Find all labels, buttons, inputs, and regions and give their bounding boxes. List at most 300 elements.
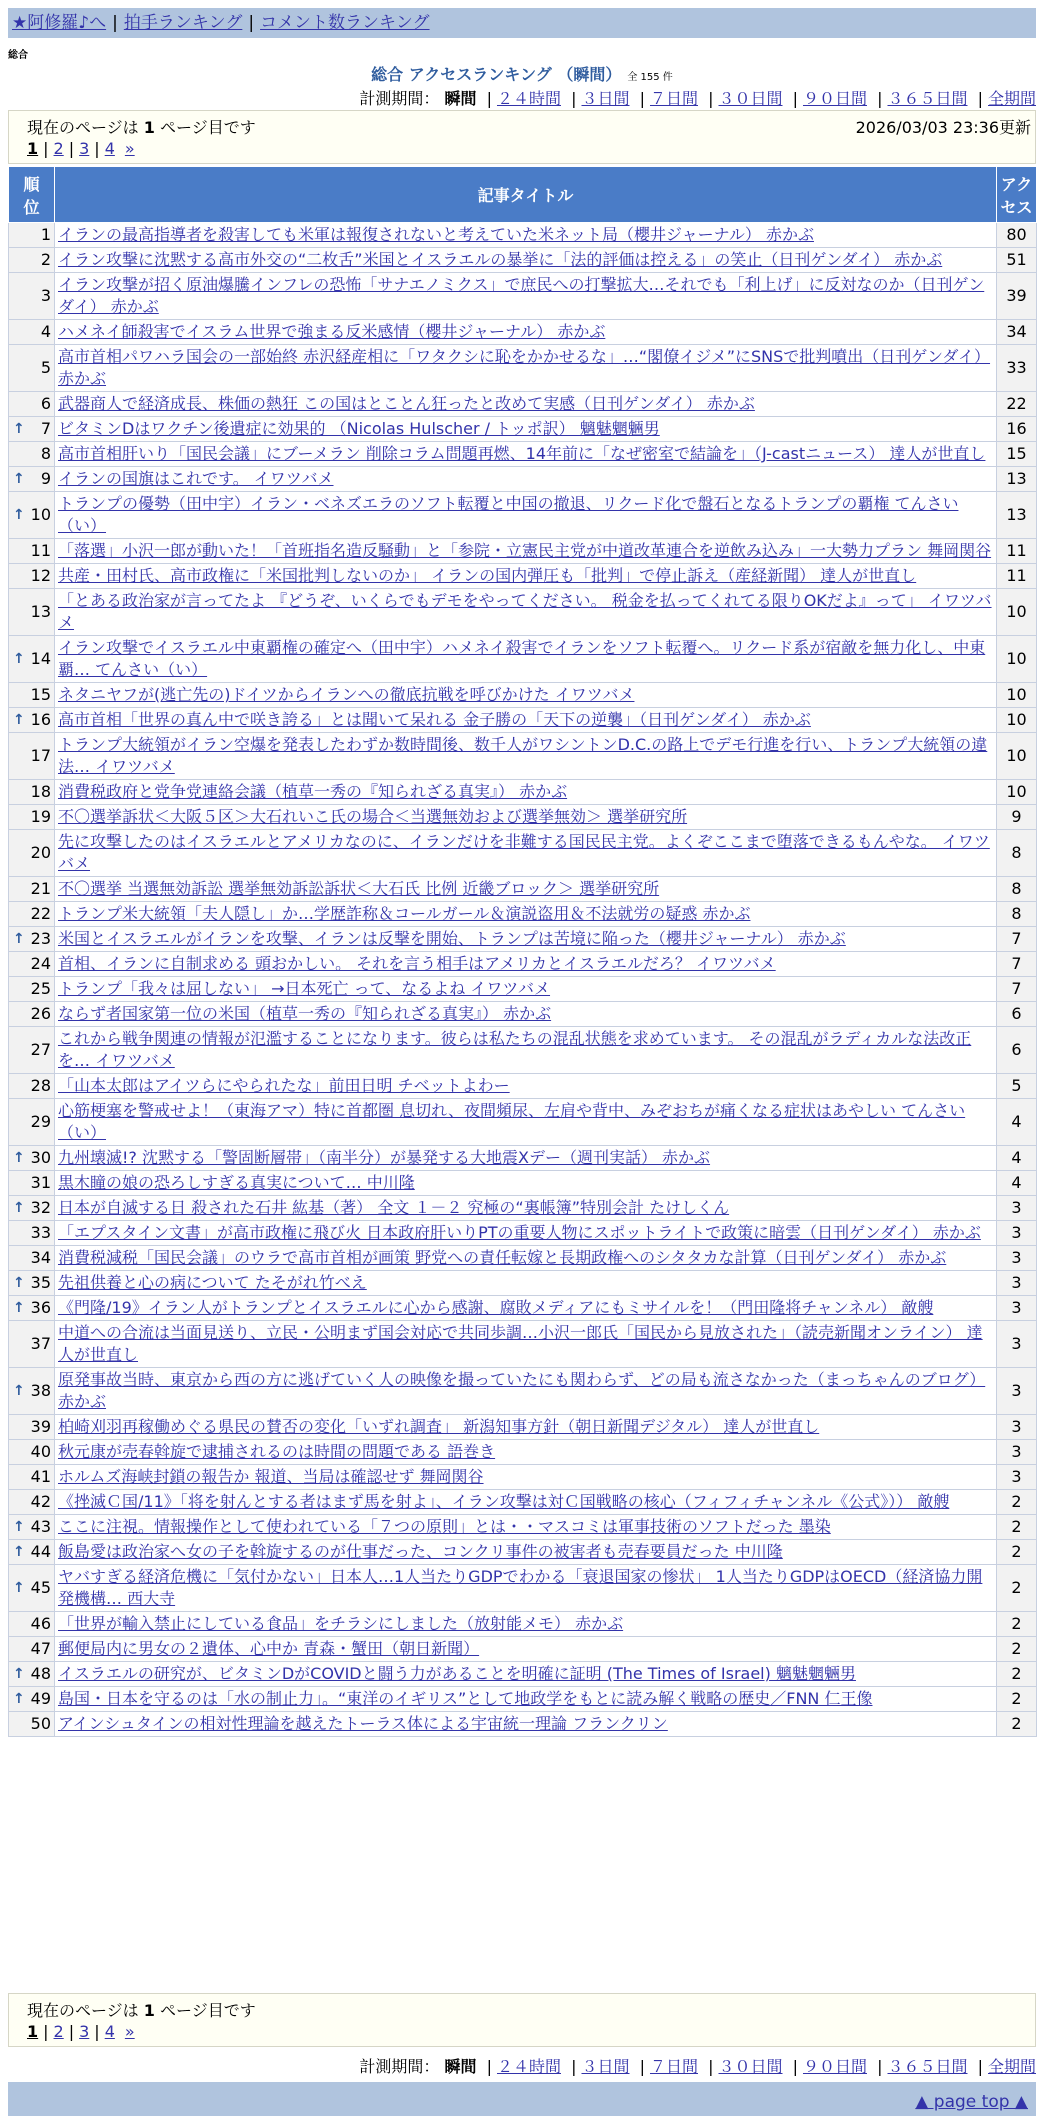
- rank-cell: [9, 1368, 55, 1415]
- title-cell: [55, 1637, 997, 1662]
- article-title-link[interactable]: ネタニヤフが(逃亡先の)ドイツからイランへの徹底抗戦を呼びかけた イワツバメ: [58, 685, 635, 704]
- table-row: [9, 417, 1037, 442]
- access-count: 6: [997, 1002, 1037, 1027]
- title-cell: [55, 345, 997, 392]
- access-count: 3: [997, 1221, 1037, 1246]
- period-separator: |: [977, 89, 983, 108]
- access-count: 4: [997, 1146, 1037, 1171]
- period-separator: |: [639, 89, 645, 108]
- article-title-link[interactable]: 「エプスタイン文書」が高市政権に飛び火 日本政府肝いりPTの重要人物にスポットライトで政策に暗雲（日刊ゲンダイ） 赤かぶ: [58, 1223, 981, 1242]
- top-nav-bar: [8, 8, 1036, 38]
- nav-link-asyura[interactable]: ★阿修羅♪へ: [12, 13, 107, 33]
- rank-number: 35: [30, 1273, 51, 1292]
- table-row: [9, 1027, 1037, 1074]
- table-row: [9, 830, 1037, 877]
- rank-cell: [9, 320, 55, 345]
- rank-up-icon: ↑: [13, 1383, 25, 1399]
- page-next[interactable]: »: [124, 2022, 135, 2041]
- rank-cell: [9, 1074, 55, 1099]
- access-count: 2: [997, 1687, 1037, 1712]
- title-cell: [55, 805, 997, 830]
- table-row: [9, 248, 1037, 273]
- article-title-link[interactable]: 消費税減税「国民会議」のウラで高市首相が画策 野党への責任転嫁と長期政権へのシタタカな計算（日刊ゲンダイ） 赤かぶ: [58, 1248, 947, 1267]
- page-separator: |: [68, 2022, 75, 2041]
- rank-cell: [9, 830, 55, 877]
- article-title-link[interactable]: 飯島愛は政治家へ女の子を斡旋するのが仕事だった、コンクリ事件の被害者も売春要員だった 中川隆: [58, 1542, 783, 1561]
- article-title-link[interactable]: ハメネイ師殺害でイスラム世界で強まる反米感情（櫻井ジャーナル） 赤かぶ: [58, 322, 606, 341]
- title-cell: [55, 1368, 997, 1415]
- rank-cell: [9, 248, 55, 273]
- total-count: 全 155 件: [627, 72, 673, 83]
- rank-number: 43: [30, 1517, 51, 1536]
- title-cell: [55, 636, 997, 683]
- table-row: [9, 1002, 1037, 1027]
- current-page-suffix: ページ目です: [160, 2001, 256, 2020]
- rank-up-icon: ↑: [13, 1150, 25, 1166]
- title-cell: [55, 977, 997, 1002]
- nav-separator: |: [248, 13, 255, 33]
- rank-cell: [9, 805, 55, 830]
- period-link-30d[interactable]: ３０日間: [718, 2057, 783, 2076]
- period-label: 計測期間：: [359, 89, 440, 108]
- article-title-link[interactable]: 高市首相パワハラ国会の一部始終 赤沢経産相に「ワタクシに恥をかかせるな」…“閣僚イジメ”にSNSで批判噴出（日刊ゲンダイ） 赤かぶ: [58, 347, 991, 388]
- current-page-text: [27, 115, 256, 138]
- article-title-link[interactable]: 九州壊滅!? 沈黙する「警固断層帯」（南半分）が暴発する大地震Xデー（週刊実話） 赤かぶ: [58, 1148, 711, 1167]
- rank-number: 6: [40, 394, 51, 413]
- nav-link-applause-ranking[interactable]: 拍手ランキング: [123, 13, 243, 33]
- page-links: [27, 139, 135, 158]
- title-cell: [55, 1321, 997, 1368]
- access-count: 3: [997, 1246, 1037, 1271]
- period-current: 瞬間: [444, 89, 477, 108]
- title-cell: [55, 392, 997, 417]
- rank-cell: [9, 1612, 55, 1637]
- article-title-link[interactable]: イランの最高指導者を殺害しても米軍は報復されないと考えていた米ネット局（櫻井ジャーナル） 赤かぶ: [58, 225, 814, 244]
- nav-link-comment-ranking[interactable]: コメント数ランキング: [260, 13, 430, 33]
- article-title-link[interactable]: 原発事故当時、東京から西の方に逃げていく人の映像を撮っていたにも関わらず、どの局も流さなかった（まっちゃんのブログ） 赤かぶ: [58, 1370, 986, 1411]
- rank-up-icon: ↑: [13, 651, 25, 667]
- period-separator: |: [639, 2057, 645, 2076]
- rank-cell: [9, 539, 55, 564]
- period-separator: |: [571, 89, 577, 108]
- page-link-3[interactable]: 3: [79, 2022, 90, 2041]
- header-rank: 順位: [9, 167, 55, 223]
- rank-number: 19: [30, 807, 51, 826]
- table-row: [9, 320, 1037, 345]
- article-title-link[interactable]: ここに注視。情報操作として使われている「７つの原則」とは・・マスコミは軍事技術のソフトだった 墨染: [58, 1517, 831, 1536]
- rank-cell: [9, 902, 55, 927]
- rank-cell: [9, 442, 55, 467]
- article-title-link[interactable]: 消費税政府と党争党連絡会議（植草一秀の『知られざる真実』） 赤かぶ: [58, 782, 568, 801]
- rank-cell: [9, 345, 55, 392]
- period-separator: |: [571, 2057, 577, 2076]
- access-count: 3: [997, 1368, 1037, 1415]
- article-title-link[interactable]: 「とある政治家が言ってたよ 『どうぞ、いくらでもデモをやってください。 税金を払ってくれてる限りOKだよ』って」 イワツバメ: [58, 591, 992, 632]
- table-row: [9, 539, 1037, 564]
- rank-number: 23: [30, 929, 51, 948]
- access-count: 10: [997, 683, 1037, 708]
- period-link-all[interactable]: 全期間: [987, 2057, 1036, 2076]
- rank-number: 40: [30, 1442, 51, 1461]
- article-title-link[interactable]: トランプ大統領がイラン空爆を発表したわずか数時間後、数千人がワシントンD.C.の路上でデモ行進を行い、トランプ大統領の違法… イワツバメ: [58, 735, 988, 776]
- title-cell: [55, 877, 997, 902]
- rank-cell: [9, 392, 55, 417]
- period-separator: |: [977, 2057, 983, 2076]
- title-cell: [55, 1196, 997, 1221]
- title-cell: [55, 1415, 997, 1440]
- page-link-4[interactable]: 4: [104, 139, 115, 158]
- page-next[interactable]: »: [124, 139, 135, 158]
- rank-number: 48: [30, 1664, 51, 1683]
- rank-cell: [9, 1662, 55, 1687]
- access-count: 15: [997, 442, 1037, 467]
- article-title-link[interactable]: 日本が自滅する日 殺された石井 紘基（著） 全文 １－２ 究極の“裏帳簿”特別会計 たけしくん: [58, 1198, 730, 1217]
- table-row: [9, 589, 1037, 636]
- nav-separator: |: [112, 13, 118, 33]
- period-selector-bottom: [359, 2054, 1036, 2077]
- article-title-link[interactable]: アインシュタインの相対性理論を越えたトーラス体による宇宙統一理論 フランクリン: [58, 1714, 668, 1733]
- rank-cell: [9, 1565, 55, 1612]
- article-title-link[interactable]: ならず者国家第一位の米国（植草一秀の『知られざる真実』） 赤かぶ: [58, 1004, 552, 1023]
- rank-cell: [9, 417, 55, 442]
- rank-number: 13: [30, 602, 51, 621]
- access-count: 2: [997, 1712, 1037, 1737]
- footer-bar: [8, 2082, 1036, 2116]
- rank-up-icon: ↑: [13, 1666, 25, 1682]
- rank-up-icon: ↑: [13, 1300, 25, 1316]
- page-separator: |: [94, 2022, 100, 2041]
- rank-number: 5: [40, 358, 51, 377]
- rank-number: 49: [30, 1689, 51, 1708]
- title-cell: [55, 952, 997, 977]
- page-link-4[interactable]: 4: [104, 2022, 115, 2041]
- table-row: [9, 877, 1037, 902]
- article-title-link[interactable]: トランプの優勢（田中宇）イラン・ベネズエラのソフト転覆と中国の撤退、リクード化で盤石となるトランプの覇権 てんさい（い）: [58, 494, 959, 535]
- rank-cell: [9, 1271, 55, 1296]
- title-cell: [55, 1099, 997, 1146]
- title-cell: [55, 902, 997, 927]
- table-row: [9, 1321, 1037, 1368]
- article-title-link[interactable]: ビタミンDはワクチン後遺症に効果的 （Nicolas Hulscher / トッポ訳） 魑魅魍魎男: [58, 419, 660, 438]
- article-title-link[interactable]: 島国・日本を守るのは「水の制止力」。“東洋のイギリス”として地政学をもとに読み解く戦略の歴史／FNN 仁王像: [58, 1689, 873, 1708]
- article-title-link[interactable]: 高市首相肝いり「国民会議」にブーメラン 削除コラム問題再燃、14年前に「なぜ密室で結論を」（J-castニュース） 達人が世直し: [58, 444, 986, 463]
- title-cell: [55, 1712, 997, 1737]
- period-separator: |: [877, 2057, 883, 2076]
- rank-number: 25: [30, 979, 51, 998]
- page-separator: |: [68, 139, 75, 158]
- title-cell: [55, 492, 997, 539]
- table-row: [9, 1271, 1037, 1296]
- rank-up-icon: ↑: [13, 931, 25, 947]
- article-title-link[interactable]: トランプ「我々は屈しない」 →日本死亡 って、なるよね イワツバメ: [58, 979, 551, 998]
- table-row: [9, 952, 1037, 977]
- table-row: [9, 805, 1037, 830]
- table-row: [9, 1515, 1037, 1540]
- access-count: 10: [997, 589, 1037, 636]
- table-row: [9, 1221, 1037, 1246]
- article-title-link[interactable]: これから戦争関連の情報が氾濫することになります。彼らは私たちの混乱状態を求めています。 その混乱がラディカルな法改正を… イワツバメ: [58, 1029, 972, 1070]
- rank-number: 39: [30, 1417, 51, 1436]
- rank-cell: [9, 877, 55, 902]
- access-count: 2: [997, 1637, 1037, 1662]
- access-count: 22: [997, 392, 1037, 417]
- article-title-link[interactable]: 郵便局内に男女の２遺体、心中か 青森・蟹田（朝日新聞）: [58, 1639, 480, 1658]
- pagination-bottom: [8, 1993, 1036, 2047]
- access-count: 4: [997, 1099, 1037, 1146]
- access-count: 3: [997, 1321, 1037, 1368]
- rank-cell: [9, 1099, 55, 1146]
- title-cell: [55, 1146, 997, 1171]
- page-link-3[interactable]: 3: [79, 139, 90, 158]
- rank-cell: [9, 1246, 55, 1271]
- article-title-link[interactable]: ヤバすぎる経済危機に「気付かない」日本人…1人当たりGDPでわかる「衰退国家の惨状」 1人当たりGDPはOECD（経済協力開発機構… 西大寺: [58, 1567, 983, 1608]
- period-link-3d[interactable]: ３日間: [581, 2057, 630, 2076]
- article-title-link[interactable]: 「落選」小沢一郎が動いた！「首班指名造反騒動」と「参院・立憲民主党が中道改革連合を逆飲み込み」一大勢力プラン 舞岡関谷: [58, 541, 992, 560]
- article-title-link[interactable]: イラン攻撃に沈黙する高市外交の“二枚舌”米国とイスラエルの暴挙に「法的評価は控える」の笑止（日刊ゲンダイ） 赤かぶ: [58, 250, 943, 269]
- title-cell: [55, 1221, 997, 1246]
- title-cell: [55, 539, 997, 564]
- period-link-7d[interactable]: ７日間: [649, 89, 698, 108]
- access-count: 11: [997, 564, 1037, 589]
- table-row: [9, 683, 1037, 708]
- title-cell: [55, 442, 997, 467]
- period-link-all[interactable]: 全期間: [987, 89, 1036, 108]
- ranking-table-body: [9, 223, 1037, 1737]
- access-count: 3: [997, 1271, 1037, 1296]
- period-link-365d[interactable]: ３６５日間: [887, 2057, 968, 2076]
- rank-number: 28: [30, 1076, 51, 1095]
- period-link-90d[interactable]: ９０日間: [802, 89, 867, 108]
- access-count: 3: [997, 1440, 1037, 1465]
- rank-number: 15: [30, 685, 51, 704]
- header-title: 記事タイトル: [55, 167, 997, 223]
- rank-cell: [9, 1540, 55, 1565]
- title-cell: [55, 1002, 997, 1027]
- period-link-365d[interactable]: ３６５日間: [887, 89, 968, 108]
- rank-cell: [9, 1146, 55, 1171]
- access-count: 3: [997, 1465, 1037, 1490]
- rank-number: 44: [30, 1542, 51, 1561]
- table-row: [9, 1490, 1037, 1515]
- article-title-link[interactable]: 《門隆/19》イラン人がトランプとイスラエルに心から感謝、腐敗メディアにもミサイルを！（門田隆将チャンネル） 敵艘: [58, 1298, 934, 1317]
- rank-number: 3: [40, 286, 51, 305]
- rank-number: 36: [30, 1298, 51, 1317]
- title-cell: [55, 417, 997, 442]
- access-count: 7: [997, 952, 1037, 977]
- rank-cell: [9, 1490, 55, 1515]
- title-cell: [55, 223, 997, 248]
- title-cell: [55, 780, 997, 805]
- rank-up-icon: ↑: [13, 507, 25, 523]
- rank-number: 47: [30, 1639, 51, 1658]
- access-count: 10: [997, 733, 1037, 780]
- rank-number: 2: [40, 250, 51, 269]
- article-title-link[interactable]: イスラエルの研究が、ビタミンDがCOVIDと闘う力があることを明確に証明 (The Times of Israel) 魑魅魍魎男: [58, 1664, 856, 1683]
- page-current: 1: [27, 2022, 39, 2041]
- article-title-link[interactable]: 高市首相「世界の真ん中で咲き誇る」とは聞いて呆れる 金子勝の「天下の逆襲」（日刊ゲンダイ） 赤かぶ: [58, 710, 811, 729]
- category-label: 総合: [8, 50, 28, 61]
- article-title-link[interactable]: 《挫滅Ｃ国/11》「将を射んとする者はまず馬を射よ」、イラン攻撃は対Ｃ国戦略の核心（フィフィチャンネル《公式》）） 敵艘: [58, 1492, 950, 1511]
- title-cell: [55, 830, 997, 877]
- page-title: [0, 62, 1044, 85]
- rank-number: 27: [30, 1040, 51, 1059]
- article-title-link[interactable]: イラン攻撃でイスラエル中東覇権の確定へ（田中宇）ハメネイ殺害でイランをソフト転覆へ。リクード系が宿敵を無力化し、中東覇… てんさい（い）: [58, 638, 986, 679]
- title-cell: [55, 1465, 997, 1490]
- rank-cell: [9, 1440, 55, 1465]
- table-row: [9, 636, 1037, 683]
- access-count: 5: [997, 1074, 1037, 1099]
- access-count: 8: [997, 877, 1037, 902]
- rank-number: 45: [30, 1578, 51, 1597]
- updated-timestamp: 2026/03/03 23:36更新: [855, 118, 1031, 137]
- title-cell: [55, 1296, 997, 1321]
- article-title-link[interactable]: 秋元康が売春斡旋で逮捕されるのは時間の問題である 語巻き: [58, 1442, 496, 1461]
- page-link-2[interactable]: 2: [53, 139, 64, 158]
- period-separator: |: [792, 2057, 798, 2076]
- table-row: [9, 1637, 1037, 1662]
- access-count: 10: [997, 780, 1037, 805]
- rank-number: 10: [30, 505, 51, 524]
- table-row: [9, 927, 1037, 952]
- page-top-link[interactable]: ▲ page top ▲: [915, 2092, 1028, 2112]
- article-title-link[interactable]: トランプ米大統領「夫人隠し」か…学歴詐称＆コールガール＆演説盗用＆不法就労の疑惑 赤かぶ: [58, 904, 751, 923]
- ranking-title: 総合 アクセスランキング （瞬間）: [371, 65, 622, 84]
- table-row: [9, 1074, 1037, 1099]
- table-row: [9, 492, 1037, 539]
- article-title-link[interactable]: 「世界が輸入禁止にしている食品」をチラシにしました（放射能メモ） 赤かぶ: [58, 1614, 624, 1633]
- table-row: [9, 1196, 1037, 1221]
- rank-number: 41: [30, 1467, 51, 1486]
- table-row: [9, 1687, 1037, 1712]
- access-count: 16: [997, 417, 1037, 442]
- table-row: [9, 392, 1037, 417]
- access-count: 11: [997, 539, 1037, 564]
- title-cell: [55, 733, 997, 780]
- rank-cell: [9, 1465, 55, 1490]
- period-separator: |: [708, 89, 714, 108]
- table-row: [9, 902, 1037, 927]
- period-link-7d[interactable]: ７日間: [649, 2057, 698, 2076]
- current-page-text: [27, 1998, 256, 2021]
- table-header-row: [9, 167, 1037, 223]
- period-current: 瞬間: [444, 2057, 477, 2076]
- table-row: [9, 564, 1037, 589]
- title-cell: [55, 467, 997, 492]
- table-row: [9, 1171, 1037, 1196]
- article-title-link[interactable]: 武器商人で経済成長、株価の熱狂 この国はとことん狂ったと改めて実感（日刊ゲンダイ） 赤かぶ: [58, 394, 755, 413]
- article-title-link[interactable]: 首相、イランに自制求める 頭おかしい。 それを言う相手はアメリカとイスラエルだろ？ イワツバメ: [58, 954, 776, 973]
- rank-number: 30: [30, 1148, 51, 1167]
- page-separator: |: [43, 2022, 49, 2041]
- rank-number: 9: [40, 469, 51, 488]
- rank-cell: [9, 492, 55, 539]
- rank-number: 34: [30, 1248, 51, 1267]
- rank-number: 46: [30, 1614, 51, 1633]
- title-cell: [55, 589, 997, 636]
- rank-up-icon: ↑: [13, 1544, 25, 1560]
- access-count: 10: [997, 708, 1037, 733]
- article-title-link[interactable]: イランの国旗はこれです。 イワツバメ: [58, 469, 334, 488]
- table-row: [9, 1465, 1037, 1490]
- access-count: 4: [997, 1171, 1037, 1196]
- access-count: 2: [997, 1565, 1037, 1612]
- rank-number: 32: [30, 1198, 51, 1217]
- access-count: 39: [997, 273, 1037, 320]
- rank-number: 22: [30, 904, 51, 923]
- period-separator: |: [877, 89, 883, 108]
- article-title-link[interactable]: 先祖供養と心の病について たそがれ竹べえ: [58, 1273, 367, 1292]
- current-page-prefix: 現在のページは: [27, 2001, 139, 2020]
- rank-number: 12: [30, 566, 51, 585]
- rank-cell: [9, 636, 55, 683]
- title-cell: [55, 1074, 997, 1099]
- rank-number: 29: [30, 1112, 51, 1131]
- article-title-link[interactable]: 不〇選挙訴状＜大阪５区＞大石れいこ氏の場合＜当選無効および選挙無効＞ 選挙研究所: [58, 807, 688, 826]
- table-row: [9, 273, 1037, 320]
- period-separator: |: [486, 2057, 492, 2076]
- rank-cell: [9, 1296, 55, 1321]
- page-link-2[interactable]: 2: [53, 2022, 64, 2041]
- access-count: 8: [997, 830, 1037, 877]
- table-row: [9, 223, 1037, 248]
- title-cell: [55, 1027, 997, 1074]
- article-title-link[interactable]: 不〇選挙 当選無効訴訟 選挙無効訴訟訴状＜大石氏 比例 近畿ブロック＞ 選挙研究所: [58, 879, 660, 898]
- table-row: [9, 1662, 1037, 1687]
- table-row: [9, 708, 1037, 733]
- access-count: 13: [997, 492, 1037, 539]
- access-count: 7: [997, 927, 1037, 952]
- article-title-link[interactable]: 「山本太郎はアイツらにやられたな」前田日明 チベットよわー: [58, 1076, 510, 1095]
- access-count: 2: [997, 1612, 1037, 1637]
- rank-number: 21: [30, 879, 51, 898]
- rank-cell: [9, 1027, 55, 1074]
- period-link-30d[interactable]: ３０日間: [718, 89, 783, 108]
- article-title-link[interactable]: 中道への合流は当面見送り、立民・公明まず国会対応で共同歩調…小沢一郎氏「国民から見放された」（読売新聞オンライン） 達人が世直し: [58, 1323, 983, 1364]
- page-current: 1: [27, 139, 39, 158]
- article-title-link[interactable]: 心筋梗塞を警戒せよ！（東海アマ）特に首都圏 息切れ、夜間頻尿、左肩や背中、みぞおちが痛くなる症状はあやしい てんさい（い）: [58, 1101, 966, 1142]
- rank-cell: [9, 273, 55, 320]
- access-count: 10: [997, 636, 1037, 683]
- period-link-90d[interactable]: ９０日間: [802, 2057, 867, 2076]
- rank-number: 37: [30, 1334, 51, 1353]
- page-separator: |: [43, 139, 49, 158]
- access-count: 3: [997, 1415, 1037, 1440]
- table-row: [9, 1712, 1037, 1737]
- article-title-link[interactable]: 先に攻撃したのはイスラエルとアメリカなのに、イランだけを非難する国民民主党。よくぞここまで堕落できるもんやな。 イワツバメ: [58, 832, 990, 873]
- table-row: [9, 467, 1037, 492]
- rank-cell: [9, 1171, 55, 1196]
- article-title-link[interactable]: イラン攻撃が招く原油爆騰インフレの恐怖「サナエノミクス」で庶民への打撃拡大…それでも「利上げ」に反対なのか（日刊ゲンダイ） 赤かぶ: [58, 275, 985, 316]
- article-title-link[interactable]: ホルムズ海峡封鎖の報告か 報道、当局は確認せず 舞岡関谷: [58, 1467, 484, 1486]
- article-title-link[interactable]: 米国とイスラエルがイランを攻撃、イランは反撃を開始、トランプは苦境に陥った（櫻井ジャーナル） 赤かぶ: [58, 929, 846, 948]
- rank-number: 42: [30, 1492, 51, 1511]
- article-title-link[interactable]: 柏崎刈羽再稼働めぐる県民の賛否の変化「いずれ調査」 新潟知事方針（朝日新聞デジタル） 達人が世直し: [58, 1417, 820, 1436]
- table-row: [9, 1246, 1037, 1271]
- title-cell: [55, 1271, 997, 1296]
- rank-number: 20: [30, 843, 51, 862]
- access-count: 34: [997, 320, 1037, 345]
- period-link-3d[interactable]: ３日間: [581, 89, 630, 108]
- rank-cell: [9, 1515, 55, 1540]
- access-count: 2: [997, 1662, 1037, 1687]
- period-link-24h[interactable]: ２４時間: [496, 2057, 561, 2076]
- period-link-24h[interactable]: ２４時間: [496, 89, 561, 108]
- rank-up-icon: ↑: [13, 712, 25, 728]
- table-row: [9, 1565, 1037, 1612]
- article-title-link[interactable]: 黒木瞳の娘の恐ろしすぎる真実について… 中川隆: [58, 1173, 415, 1192]
- article-title-link[interactable]: 共産・田村氏、高市政権に「米国批判しないのか」 イランの国内弾圧も「批判」で停止訴え（産経新聞） 達人が世直し: [58, 566, 917, 585]
- title-cell: [55, 273, 997, 320]
